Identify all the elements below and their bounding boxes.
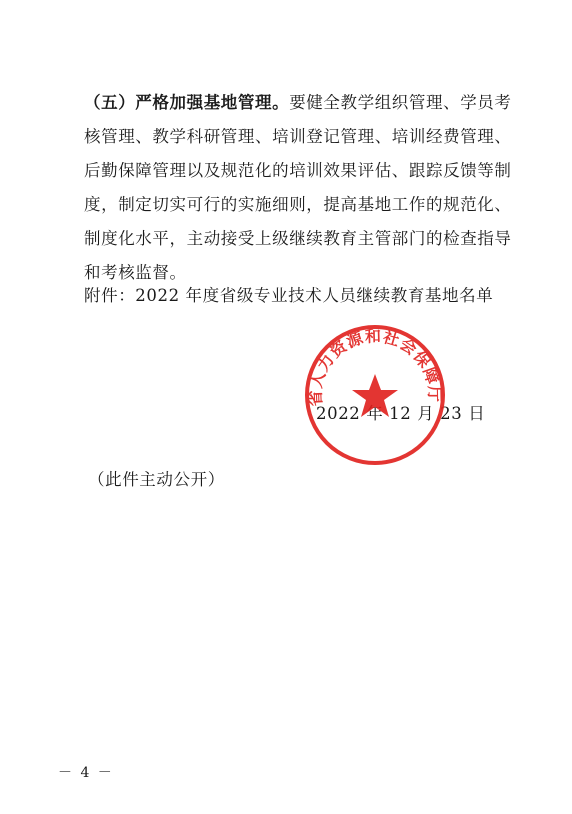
section-paragraph	[84, 86, 524, 290]
section-body: 要健全教学组织管理、学员考核管理、教学科研管理、培训登记管理、培训经费管理、后勤保障管理以及规范化的培训效果评估、跟踪反馈等制度，制定切实可行的实施细则，提高基地工作的规范化、制度化水平，主动接受上级继续教育主管部门的检查指导和考核监督。	[84, 93, 512, 282]
section-heading: （五）严格加强基地管理。	[84, 93, 290, 112]
issue-date: 2022 年 12 月 23 日	[316, 404, 486, 423]
page-number: － 4 －	[58, 765, 114, 781]
disclosure-note: （此件主动公开）	[88, 470, 225, 489]
seal-text: 省人力资源和社会保障厅	[305, 326, 445, 407]
seal-star-icon	[352, 374, 398, 417]
attachment-line: 附件：2022 年度省级专业技术人员继续教育基地名单	[84, 286, 494, 305]
official-seal	[300, 320, 450, 470]
